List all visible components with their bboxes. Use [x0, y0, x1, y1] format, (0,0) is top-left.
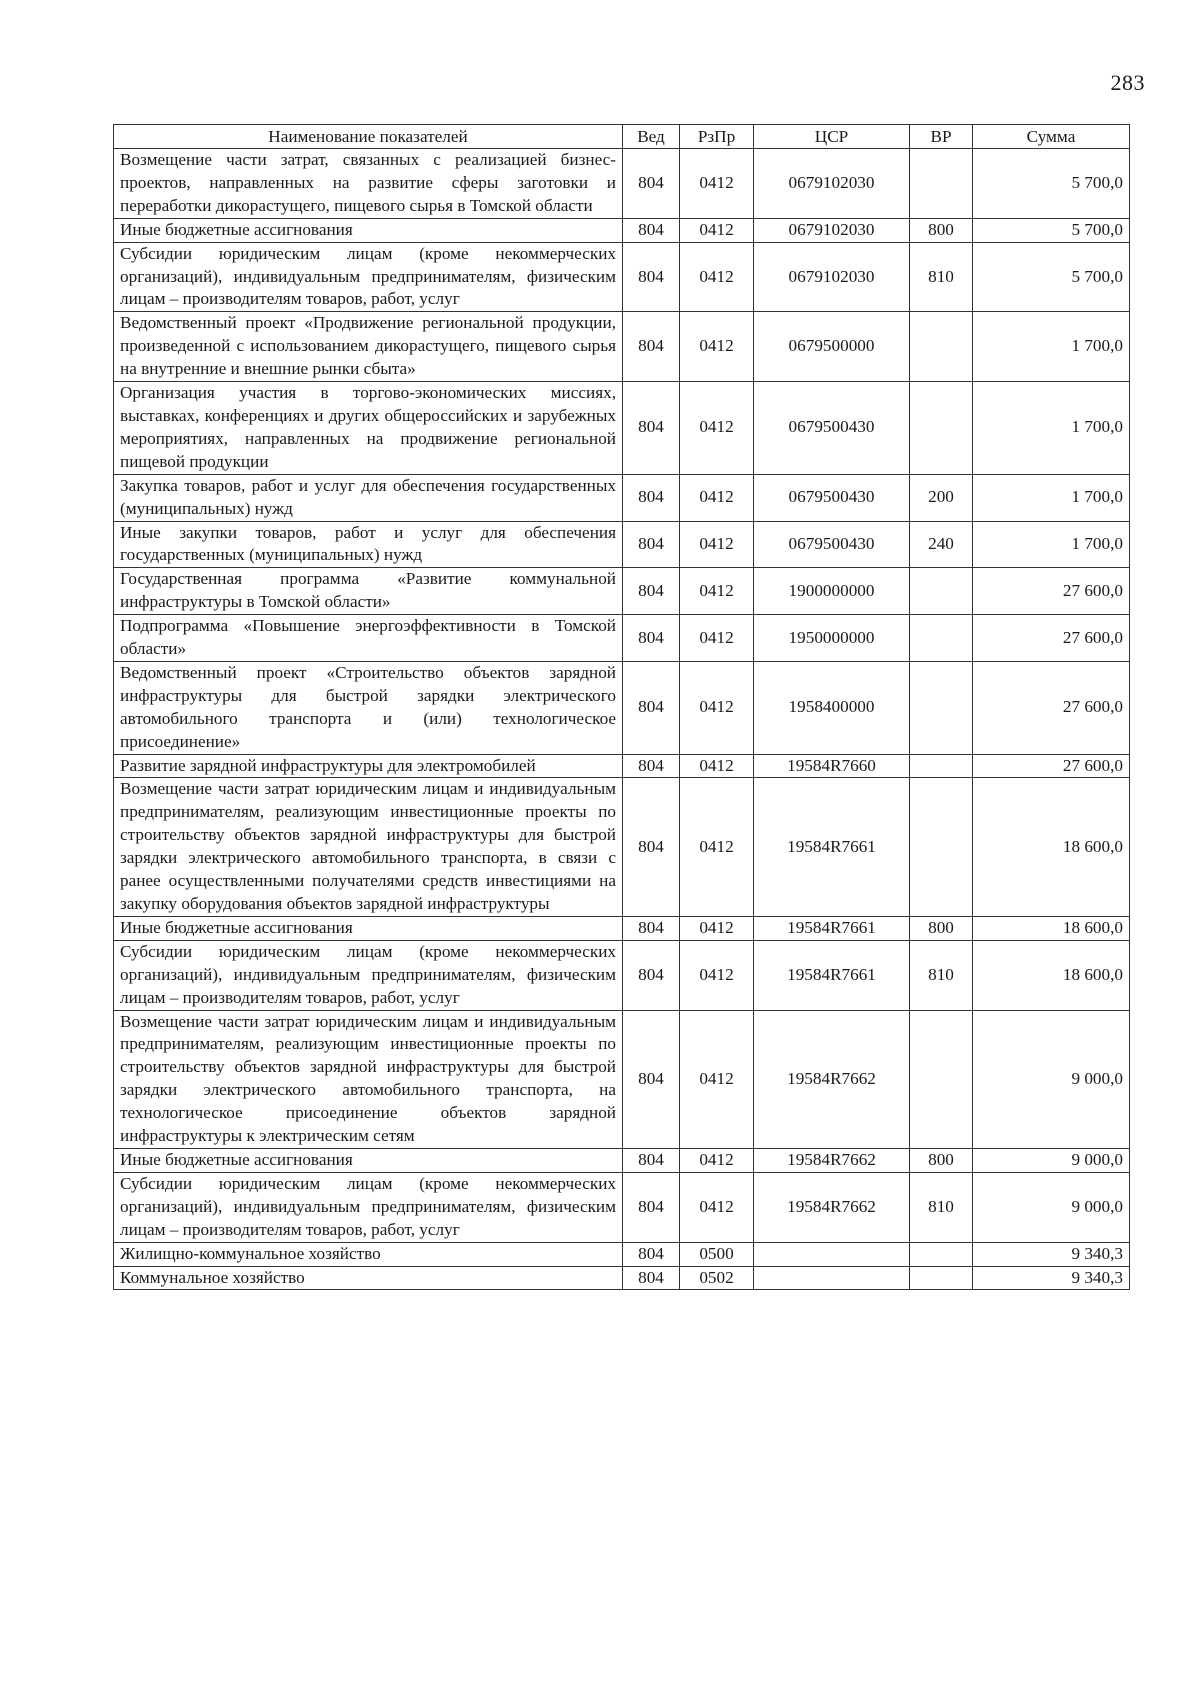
row-name: Возмещение части затрат юридическим лицам и индивидуальным предпринимателям, реализующим инвестиционные проекты по строительству объектов зарядной инфраструктуры для быстрой зарядки электрического автомобильного транспорта, в связи с ранее осуществленными получателями средств инвестициями на закупку оборудования объектов зарядной инфраструктуры [114, 778, 623, 916]
row-sum: 27 600,0 [973, 754, 1130, 778]
row-sum: 5 700,0 [973, 149, 1130, 219]
row-ved: 804 [623, 242, 680, 312]
row-vr: 240 [910, 521, 973, 568]
row-sum: 9 340,3 [973, 1266, 1130, 1290]
row-vr [910, 778, 973, 916]
row-name: Субсидии юридическим лицам (кроме некоммерческих организаций), индивидуальным предпринимателям, физическим лицам – производителям товаров, работ, услуг [114, 1172, 623, 1242]
row-vr [910, 568, 973, 615]
row-rzpr: 0412 [680, 615, 754, 662]
row-vr [910, 1010, 973, 1148]
row-name: Иные бюджетные ассигнования [114, 916, 623, 940]
table-row [114, 1242, 1130, 1266]
row-ved: 804 [623, 1242, 680, 1266]
row-sum: 27 600,0 [973, 661, 1130, 754]
table-header-row [114, 125, 1130, 149]
row-csr: 19584R7662 [754, 1010, 910, 1148]
table-row [114, 1010, 1130, 1148]
table-row [114, 521, 1130, 568]
row-rzpr: 0502 [680, 1266, 754, 1290]
row-csr: 19584R7661 [754, 916, 910, 940]
row-sum: 1 700,0 [973, 382, 1130, 475]
row-name: Коммунальное хозяйство [114, 1266, 623, 1290]
row-name: Ведомственный проект «Строительство объектов зарядной инфраструктуры для быстрой зарядки электрического автомобильного транспорта и (или) технологическое присоединение» [114, 661, 623, 754]
table-row [114, 218, 1130, 242]
row-sum: 18 600,0 [973, 940, 1130, 1010]
row-ved: 804 [623, 778, 680, 916]
row-csr: 19584R7660 [754, 754, 910, 778]
row-name: Иные закупки товаров, работ и услуг для обеспечения государственных (муниципальных) нужд [114, 521, 623, 568]
row-ved: 804 [623, 312, 680, 382]
row-sum: 5 700,0 [973, 242, 1130, 312]
table-row [114, 1266, 1130, 1290]
row-ved: 804 [623, 149, 680, 219]
row-ved: 804 [623, 1172, 680, 1242]
row-name: Ведомственный проект «Продвижение региональной продукции, произведенной с использованием дикорастущего, пищевого сырья на внутренние и внешние рынки сбыта» [114, 312, 623, 382]
row-name: Государственная программа «Развитие коммунальной инфраструктуры в Томской области» [114, 568, 623, 615]
row-csr: 0679102030 [754, 242, 910, 312]
row-csr: 19584R7662 [754, 1148, 910, 1172]
header-ved: Вед [623, 125, 680, 149]
row-csr: 1900000000 [754, 568, 910, 615]
row-ved: 804 [623, 382, 680, 475]
table-row [114, 754, 1130, 778]
row-name: Жилищно-коммунальное хозяйство [114, 1242, 623, 1266]
row-vr [910, 382, 973, 475]
table-row [114, 940, 1130, 1010]
row-rzpr: 0412 [680, 1172, 754, 1242]
row-sum: 9 000,0 [973, 1148, 1130, 1172]
row-ved: 804 [623, 1010, 680, 1148]
row-sum: 1 700,0 [973, 312, 1130, 382]
row-ved: 804 [623, 1148, 680, 1172]
page-number: 283 [1110, 70, 1145, 95]
row-name: Иные бюджетные ассигнования [114, 1148, 623, 1172]
row-rzpr: 0412 [680, 754, 754, 778]
row-rzpr: 0412 [680, 521, 754, 568]
header-csr: ЦСР [754, 125, 910, 149]
row-name: Возмещение части затрат юридическим лицам и индивидуальным предпринимателям, реализующим инвестиционные проекты по строительству объектов зарядной инфраструктуры для быстрой зарядки электрического автомобильного транспорта, на технологическое присоединение объектов зарядной инфраструктуры к электрическим сетям [114, 1010, 623, 1148]
row-name: Возмещение части затрат, связанных с реализацией бизнес-проектов, направленных на развитие сферы заготовки и переработки дикорастущего, пищевого сырья в Томской области [114, 149, 623, 219]
row-vr [910, 312, 973, 382]
row-csr: 0679500430 [754, 521, 910, 568]
row-vr [910, 1266, 973, 1290]
row-vr: 800 [910, 1148, 973, 1172]
row-csr: 0679500000 [754, 312, 910, 382]
row-name: Организация участия в торгово-экономических миссиях, выставках, конференциях и других общероссийских и зарубежных мероприятиях, направленных на продвижение региональной пищевой продукции [114, 382, 623, 475]
row-vr [910, 1242, 973, 1266]
row-sum: 27 600,0 [973, 568, 1130, 615]
row-vr [910, 754, 973, 778]
row-rzpr: 0412 [680, 149, 754, 219]
row-name: Развитие зарядной инфраструктуры для электромобилей [114, 754, 623, 778]
row-name: Субсидии юридическим лицам (кроме некоммерческих организаций), индивидуальным предпринимателям, физическим лицам – производителям товаров, работ, услуг [114, 940, 623, 1010]
row-sum: 5 700,0 [973, 218, 1130, 242]
row-csr: 0679102030 [754, 218, 910, 242]
row-vr: 810 [910, 1172, 973, 1242]
row-vr: 800 [910, 916, 973, 940]
row-rzpr: 0412 [680, 474, 754, 521]
row-rzpr: 0412 [680, 916, 754, 940]
row-csr: 0679500430 [754, 474, 910, 521]
row-name: Закупка товаров, работ и услуг для обеспечения государственных (муниципальных) нужд [114, 474, 623, 521]
row-vr [910, 149, 973, 219]
table-row [114, 778, 1130, 916]
row-vr: 200 [910, 474, 973, 521]
header-name: Наименование показателей [114, 125, 623, 149]
row-vr [910, 661, 973, 754]
row-vr: 800 [910, 218, 973, 242]
row-csr: 0679102030 [754, 149, 910, 219]
row-ved: 804 [623, 218, 680, 242]
row-ved: 804 [623, 1266, 680, 1290]
row-name: Подпрограмма «Повышение энергоэффективности в Томской области» [114, 615, 623, 662]
row-rzpr: 0412 [680, 1010, 754, 1148]
table-row [114, 382, 1130, 475]
row-csr: 1950000000 [754, 615, 910, 662]
row-rzpr: 0412 [680, 661, 754, 754]
table-row [114, 1172, 1130, 1242]
row-rzpr: 0412 [680, 382, 754, 475]
row-csr: 0679500430 [754, 382, 910, 475]
table-row [114, 242, 1130, 312]
header-rzpr: РзПр [680, 125, 754, 149]
row-sum: 27 600,0 [973, 615, 1130, 662]
budget-table [113, 124, 1130, 1290]
table-row [114, 615, 1130, 662]
row-ved: 804 [623, 754, 680, 778]
row-ved: 804 [623, 661, 680, 754]
row-rzpr: 0412 [680, 940, 754, 1010]
table-row [114, 661, 1130, 754]
row-sum: 18 600,0 [973, 778, 1130, 916]
row-vr: 810 [910, 940, 973, 1010]
row-sum: 9 000,0 [973, 1172, 1130, 1242]
row-name: Субсидии юридическим лицам (кроме некоммерческих организаций), индивидуальным предпринимателям, физическим лицам – производителям товаров, работ, услуг [114, 242, 623, 312]
row-vr [910, 615, 973, 662]
table-row [114, 149, 1130, 219]
row-rzpr: 0412 [680, 242, 754, 312]
table-row [114, 916, 1130, 940]
header-sum: Сумма [973, 125, 1130, 149]
row-csr: 19584R7661 [754, 778, 910, 916]
row-csr [754, 1266, 910, 1290]
row-ved: 804 [623, 916, 680, 940]
row-csr: 19584R7662 [754, 1172, 910, 1242]
row-ved: 804 [623, 615, 680, 662]
row-rzpr: 0412 [680, 312, 754, 382]
row-ved: 804 [623, 568, 680, 615]
row-csr: 19584R7661 [754, 940, 910, 1010]
table-row [114, 474, 1130, 521]
row-csr [754, 1242, 910, 1266]
row-ved: 804 [623, 474, 680, 521]
row-sum: 1 700,0 [973, 521, 1130, 568]
row-sum: 18 600,0 [973, 916, 1130, 940]
table-row [114, 1148, 1130, 1172]
row-rzpr: 0412 [680, 218, 754, 242]
row-name: Иные бюджетные ассигнования [114, 218, 623, 242]
table-row [114, 312, 1130, 382]
row-ved: 804 [623, 521, 680, 568]
row-rzpr: 0412 [680, 1148, 754, 1172]
row-vr: 810 [910, 242, 973, 312]
table-row [114, 568, 1130, 615]
row-csr: 1958400000 [754, 661, 910, 754]
row-sum: 1 700,0 [973, 474, 1130, 521]
row-rzpr: 0412 [680, 568, 754, 615]
row-rzpr: 0412 [680, 778, 754, 916]
row-ved: 804 [623, 940, 680, 1010]
row-sum: 9 000,0 [973, 1010, 1130, 1148]
row-rzpr: 0500 [680, 1242, 754, 1266]
header-vr: ВР [910, 125, 973, 149]
row-sum: 9 340,3 [973, 1242, 1130, 1266]
